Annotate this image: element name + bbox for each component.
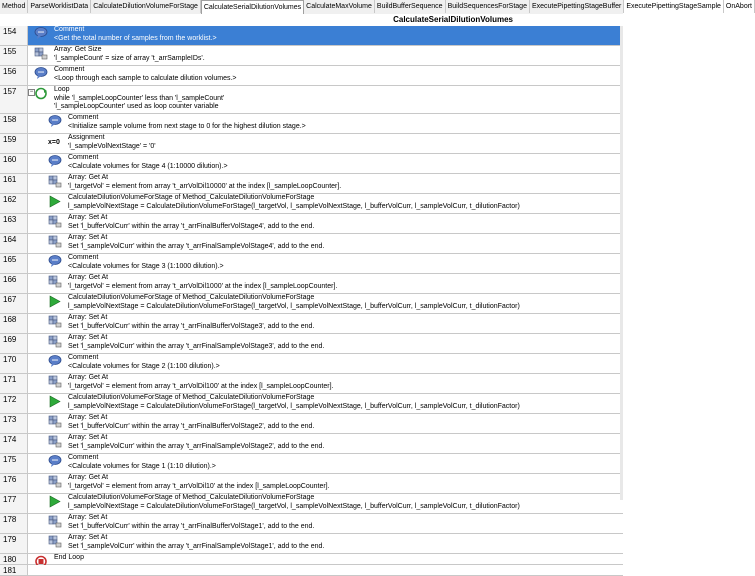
step-number: 166	[0, 274, 28, 293]
step-row-160[interactable]	[0, 154, 623, 174]
step-detail: Set 'l_bufferVolCurr' within the array 't_arrFinalBufferVolStage2', add to the end.	[68, 422, 315, 430]
step-row-179[interactable]	[0, 534, 623, 554]
step-detail: 'l_targetVol' = element from array 't_arrVolDil10000' at the index [l_sampleLoopCounter].	[68, 182, 342, 190]
step-row-180[interactable]	[0, 554, 623, 565]
step-row-167[interactable]	[0, 294, 623, 314]
array-icon	[48, 175, 62, 188]
tab-executepipettingstagebuffer[interactable]: ExecutePipettingStageBuffer	[530, 0, 624, 13]
step-number: 160	[0, 154, 28, 173]
step-number: 156	[0, 66, 28, 85]
step-row-178[interactable]	[0, 514, 623, 534]
tab-calculateserialdilutionvolumes[interactable]: CalculateSerialDilutionVolumes	[201, 0, 304, 15]
step-number: 172	[0, 394, 28, 413]
step-row-162[interactable]	[0, 194, 623, 214]
step-row-170[interactable]	[0, 354, 623, 374]
step-title: Comment	[68, 254, 99, 261]
step-number: 176	[0, 474, 28, 493]
loop-icon	[34, 87, 48, 100]
step-title: Array: Set At	[68, 534, 108, 541]
tab-parseworklistdata[interactable]: ParseWorklistData	[28, 0, 91, 13]
step-title: Comment	[68, 114, 99, 121]
step-detail: Set 'l_sampleVolCurr' within the array 't_arrFinalSampleVolStage3', add to the end.	[68, 342, 325, 350]
array-icon	[34, 47, 48, 60]
step-title: Comment	[68, 154, 99, 161]
step-detail: 'l_targetVol' = element from array 't_arrVolDil1000' at the index [l_sampleLoopCounter].	[68, 282, 338, 290]
step-number: 164	[0, 234, 28, 253]
step-row-157[interactable]	[0, 86, 623, 114]
step-row-177[interactable]	[0, 494, 623, 514]
step-row-173[interactable]	[0, 414, 623, 434]
step-detail: 'l_targetVol' = element from array 't_arrVolDil10' at the index [l_sampleLoopCounter].	[68, 482, 330, 490]
step-row-174[interactable]	[0, 434, 623, 454]
array-icon	[48, 235, 62, 248]
step-number: 154	[0, 26, 28, 45]
scrollbar[interactable]	[620, 26, 623, 500]
assign-icon	[48, 135, 62, 148]
step-title: Array: Set At	[68, 234, 108, 241]
step-title: Loop	[54, 86, 70, 93]
step-number: 171	[0, 374, 28, 393]
array-icon	[48, 475, 62, 488]
step-title: CalculateDilutionVolumeForStage of Method_CalculateDilutionVolumeForStage	[68, 394, 315, 401]
step-title: Array: Set At	[68, 334, 108, 341]
step-number: 165	[0, 254, 28, 273]
step-number: 162	[0, 194, 28, 213]
step-detail: l_sampleVolNextStage = CalculateDilutionVolumeForStage(l_targetVol, l_sampleVolNextStage, l_bufferVolCurr, l_sampleVolCurr, t_dilutionFactor)	[68, 502, 520, 510]
array-icon	[48, 415, 62, 428]
step-row-163[interactable]	[0, 214, 623, 234]
step-detail: Set 'l_sampleVolCurr' within the array 't_arrFinalSampleVolStage4', add to the end.	[68, 242, 325, 250]
tab-executepipettingstagesample[interactable]: ExecutePipettingStageSample	[624, 0, 724, 13]
step-title: Array: Get At	[68, 374, 109, 381]
tab-calculatedilutionvolumeforstage[interactable]: CalculateDilutionVolumeForStage	[91, 0, 201, 13]
comment-icon	[48, 355, 62, 368]
step-row-165[interactable]	[0, 254, 623, 274]
step-title: End Loop	[54, 554, 84, 561]
step-number: 169	[0, 334, 28, 353]
step-row-156[interactable]	[0, 66, 623, 86]
array-icon	[48, 315, 62, 328]
comment-icon	[48, 455, 62, 468]
step-row-172[interactable]	[0, 394, 623, 414]
step-detail: <Calculate volumes for Stage 1 (1:10 dilution).>	[68, 462, 216, 470]
step-row-169[interactable]	[0, 334, 623, 354]
step-row-176[interactable]	[0, 474, 623, 494]
step-row-171[interactable]	[0, 374, 623, 394]
step-detail: while 'l_sampleLoopCounter' less than 'l_sampleCount'	[54, 94, 225, 102]
step-title: Array: Get Size	[54, 46, 102, 53]
array-icon	[48, 515, 62, 528]
step-row-158[interactable]	[0, 114, 623, 134]
step-row-181[interactable]	[0, 565, 623, 576]
step-row-164[interactable]	[0, 234, 623, 254]
step-row-168[interactable]	[0, 314, 623, 334]
comment-icon	[34, 27, 48, 40]
call-icon	[48, 195, 62, 208]
step-title: Array: Set At	[68, 214, 108, 221]
step-number: 161	[0, 174, 28, 193]
comment-icon	[48, 155, 62, 168]
array-icon	[48, 335, 62, 348]
step-number: 173	[0, 414, 28, 433]
step-row-166[interactable]	[0, 274, 623, 294]
step-number: 178	[0, 514, 28, 533]
step-row-161[interactable]	[0, 174, 623, 194]
call-icon	[48, 395, 62, 408]
step-title: Array: Set At	[68, 434, 108, 441]
step-detail: 'l_sampleLoopCounter' used as loop counter variable	[54, 103, 219, 111]
tab-method[interactable]: Method	[0, 0, 28, 13]
step-detail: Set 'l_bufferVolCurr' within the array 't_arrFinalBufferVolStage1', add to the end.	[68, 522, 315, 530]
step-title: Array: Set At	[68, 514, 108, 521]
step-detail: 'l_targetVol' = element from array 't_arrVolDil100' at the index [l_sampleLoopCounter].	[68, 382, 334, 390]
step-detail: Set 'l_bufferVolCurr' within the array 't_arrFinalBufferVolStage3', add to the end.	[68, 322, 315, 330]
step-number: 155	[0, 46, 28, 65]
step-number: 168	[0, 314, 28, 333]
step-title: Array: Set At	[68, 414, 108, 421]
step-detail: <Initialize sample volume from next stage to 0 for the highest dilution stage.>	[68, 122, 306, 130]
step-title: CalculateDilutionVolumeForStage of Method_CalculateDilutionVolumeForStage	[68, 194, 315, 201]
step-number: 175	[0, 454, 28, 473]
step-row-175[interactable]	[0, 454, 623, 474]
step-row-159[interactable]	[0, 134, 623, 154]
step-number: 180	[0, 554, 28, 564]
step-number: 177	[0, 494, 28, 513]
step-detail: <Loop through each sample to calculate dilution volumes.>	[54, 74, 237, 82]
step-detail: l_sampleVolNextStage = CalculateDilutionVolumeForStage(l_targetVol, l_sampleVolNextStage, l_bufferVolCurr, l_sampleVolCurr, t_dilutionFactor)	[68, 402, 520, 410]
step-number: 174	[0, 434, 28, 453]
array-icon	[48, 375, 62, 388]
step-number: 167	[0, 294, 28, 313]
step-detail: 'l_sampleVolNextStage' = '0'	[68, 142, 156, 150]
call-icon	[48, 495, 62, 508]
page-title: CalculateSerialDilutionVolumes	[393, 15, 513, 24]
step-number: 158	[0, 114, 28, 133]
step-detail: <Calculate volumes for Stage 3 (1:1000 dilution).>	[68, 262, 224, 270]
comment-icon	[48, 255, 62, 268]
step-detail: l_sampleVolNextStage = CalculateDilutionVolumeForStage(l_targetVol, l_sampleVolNextStage, l_bufferVolCurr, l_sampleVolCurr, t_dilutionFactor)	[68, 202, 520, 210]
array-icon	[48, 435, 62, 448]
step-title: Comment	[68, 354, 99, 361]
tab-buildsequencesforstage[interactable]: BuildSequencesForStage	[446, 0, 530, 13]
step-number: 170	[0, 354, 28, 373]
step-title: Comment	[54, 66, 85, 73]
step-detail: <Calculate volumes for Stage 2 (1:100 dilution).>	[68, 362, 220, 370]
step-number: 159	[0, 134, 28, 153]
svg-text:x=0: x=0	[48, 139, 60, 146]
call-icon	[48, 295, 62, 308]
step-number: 179	[0, 534, 28, 553]
step-title: Comment	[68, 454, 99, 461]
step-row-155[interactable]	[0, 46, 623, 66]
tab-bar	[0, 0, 752, 15]
step-number: 181	[0, 565, 28, 575]
step-row-154[interactable]	[0, 26, 623, 46]
step-title: Array: Get At	[68, 474, 109, 481]
array-icon	[48, 215, 62, 228]
step-title: Array: Get At	[68, 174, 109, 181]
tab-onabort[interactable]: OnAbort	[724, 0, 755, 13]
step-title: CalculateDilutionVolumeForStage of Method_CalculateDilutionVolumeForStage	[68, 294, 315, 301]
step-title: CalculateDilutionVolumeForStage of Method_CalculateDilutionVolumeForStage	[68, 494, 315, 501]
step-detail: l_sampleVolNextStage = CalculateDilutionVolumeForStage(l_targetVol, l_sampleVolNextStage, l_bufferVolCurr, l_sampleVolCurr, t_dilutionFactor)	[68, 302, 520, 310]
step-detail: <Calculate volumes for Stage 4 (1:10000 dilution).>	[68, 162, 228, 170]
step-detail: Set 'l_bufferVolCurr' within the array 't_arrFinalBufferVolStage4', add to the end.	[68, 222, 315, 230]
step-title: Array: Get At	[68, 274, 109, 281]
array-icon	[48, 275, 62, 288]
step-title: Assignment	[68, 134, 105, 141]
step-detail: 'l_sampleCount' = size of array 't_arrSampleIDs'.	[54, 54, 205, 62]
step-number: 157	[0, 86, 28, 113]
comment-icon	[34, 67, 48, 80]
step-title: Array: Set At	[68, 314, 108, 321]
step-grid	[0, 26, 623, 575]
step-title: Comment	[54, 26, 85, 33]
step-detail: <Get the total number of samples from the worklist.>	[54, 34, 217, 42]
step-number: 163	[0, 214, 28, 233]
step-detail: Set 'l_sampleVolCurr' within the array 't_arrFinalSampleVolStage2', add to the end.	[68, 442, 325, 450]
tab-buildbuffersequence[interactable]: BuildBufferSequence	[375, 0, 446, 13]
array-icon	[48, 535, 62, 548]
tab-calculatemaxvolume[interactable]: CalculateMaxVolume	[304, 0, 375, 13]
collapse-toggle-icon[interactable]: −	[29, 89, 34, 95]
step-detail: Set 'l_sampleVolCurr' within the array 't_arrFinalSampleVolStage1', add to the end.	[68, 542, 325, 550]
comment-icon	[48, 115, 62, 128]
